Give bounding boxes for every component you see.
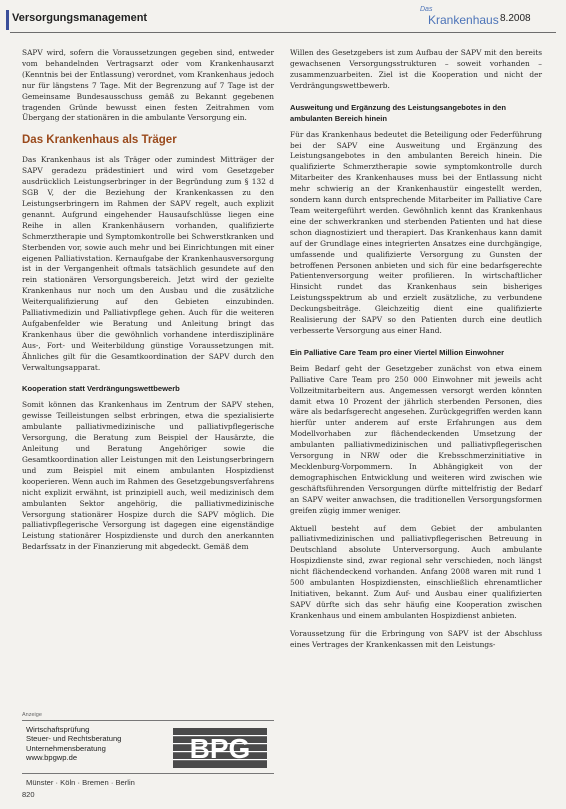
paragraph: Für das Krankenhaus bedeutet die Beteiligung oder Federführung bei der SAPV eine Ausweitung und Ergänzung des Leistungsangebotes in den ambulanten Bereich hinein. Die qualifizierte Schmerztherapie sowie symptomkontrolle durch Mitarbeiter des Krankenhauses muss bei der Entlassung nicht mehr schwierig an der Krankenhaustür eingestellt werden, sondern kann durch entsprechende Mitarbeiter im Palliative Care Team weitergeführt werden. Gewöhnlich kennt das Krankenhaus eine der schwerkranken und sterbenden Patienten und hat diese schon diagnostiziert und therapiert. Das Krankenhaus kann damit auf der Grundlage eines integrierten Ansatzes eine durchgängige, umfassende und qualifizierte Versorgung zu Gunsten der betroffenen Personen anbieten und sich für eine bedarfsgerechte Patientenversorgung weiter profilieren. In wirtschaftlicher Hinsicht rundet das Krankenhaus sein bisheriges Leistungsspektrum ab und erzielt zusätzliche, zu verbundene Deckungsbeiträge. Gleichzeitig dient eine qualifizierte Realisierung der SAPV so den Patienten durch eine deutlich verbesserte Versorgung aus einer Hand. <box>290 129 542 335</box>
paragraph: Somit können das Krankenhaus im Zentrum der SAPV stehen, gewisse Teilleistungen selbst erbringen, etwa die spezialisierte ambulante palliativmedizinische und palliativpflegerische Versorgung, die Beratung zum Beispiel der Hausärzte, die Anleitung und Beratung Angehöriger sowie die Gesamtkoordination aller Leistungen mit den Leistungserbringern und zum Beispiel mit einem ambulanten Hospizdienst kooperieren. Wenn auch im Rahmen des Gesetzgebungsverfahrens nicht explizit erwähnt, ist prinzipiell auch, weil medizinisch dem ambulanten Sektor angehörig, die palliativmedizinische Versorgung stationärer Hospize durch die SAPV möglich. Die palliativpflegerische Versorgung ist dagegen eine eigenständige Leistung stationärer Hospizdienste und durch den anerkannten Bedarfssatz in der Finanzierung mit abgedeckt. Gemäß dem <box>22 400 274 552</box>
logo-text: BPG <box>189 733 251 764</box>
section-accent-bar <box>6 10 9 30</box>
ad-cities: Münster · Köln · Bremen · Berlin <box>26 778 135 787</box>
page-header <box>0 0 566 34</box>
section-heading: Das Krankenhaus als Träger <box>22 134 177 147</box>
bpg-logo <box>172 727 268 769</box>
magazine-name: Krankenhaus <box>428 13 499 27</box>
ad-label: Anzeige <box>22 712 42 718</box>
issue-number: 8.2008 <box>500 13 531 24</box>
page-number: 820 <box>22 790 35 799</box>
ad-line: Unternehmensberatung <box>26 743 106 753</box>
paragraph: Beim Bedarf geht der Gesetzgeber zunächst von etwa einem Palliative Care Team pro 250 000 Einwohner mit jeweils acht Vollzeitmitarbeitern aus. Angemessen versorgt werden könnten damit etwa 10 Prozent der jährlich sterbenden Personen, dies wäre als bedarfsgerecht angesehen. Zurückgegriffen werden kann hierfür unter anderem auf erste Erfahrungen aus dem Modellvorhaben zur flächendeckenden Umsetzung der ambulanten palliativmedizinischen und palliativpflegerischen Versorgung in NRW oder die Krebsschmerzinitiative in Mecklenburg-Vorpommern. In Abhängigkeit von der demographischen Entwicklung und weiteren wird zwischen wie geschäftsführenden Versorgungen dürfte mittelfristig der Bedarf an SAPV weiter anwachsen, die traditionellen Versorgungsformen greifen zügig immer weniger. <box>290 363 542 515</box>
right-column <box>290 48 542 658</box>
ad-website: www.bpgwp.de <box>26 753 78 763</box>
magazine-prefix: Das <box>420 6 433 13</box>
subheading: Kooperation statt Verdrängungswettbewerb <box>22 384 180 394</box>
subheading: Ausweitung und Ergänzung des Leistungsangebotes in den ambulanten Bereich hinein <box>290 102 507 123</box>
ad-line: Steuer- und Rechtsberatung <box>26 734 122 744</box>
ad-line: Wirtschaftsprüfung <box>26 725 90 734</box>
advertisement <box>22 720 274 774</box>
header-divider <box>10 32 556 33</box>
left-column <box>22 48 274 560</box>
paragraph: Das Krankenhaus ist als Träger oder zumindest Mitträger der SAPV geradezu prädestiniert und wird vom Gesetzgeber ausdrücklich Leistungserbringer in der Begründung zum § 132 d SGB V, der die Beziehung der Krankenkassen zu den Leistungserbringern im Rahmen der SAPV regelt, auch explizit genannt. Aufgrund eingehender Hausaufschlüsse liegen eine Reihe in allen Krankenhäusern vorhanden, qualifizierte Schmerztherapie und Symptomkontrolle bei Schwerstkranken und Sterbenden vor, sowie auch mehr und bei Einrichtungen mit einer eigenen Palliativstation. Kernaufgabe der Krankenhausversorgung ist in der Vergangenheit oftmals tatsächlich gesundete auf den rein stationären Versorgungsbereich. Jetzt wird der gezielte Krankenhaus nur noch um den Ausbau und die zusätzliche Weiterqualifizierung auf den Gebieten einzubinden. Palliativmedizin und Palliativpflege gehen. Auch für die weiteren Aufgabenfelder wie Beratung und Anleitung bringt das Krankenhaus über die gewöhnlich vorhandene interdisziplinäre Aus-, Fort- und Weiterbildung günstige Voraussetzungen mit. Ähnliches gilt für die Gesamtkoordination der SAPV durch den Verwaltungsapparat. <box>22 155 274 372</box>
paragraph: SAPV wird, sofern die Voraussetzungen gegeben sind, entweder vom behandelnden Vertragsarzt oder vom Krankenhausarzt (Kenntnis bei der Entlassung) verordnet, vom Krankenhaus jedoch nur für längstens 7 Tage. Mit der Begrenzung auf 7 Tage ist der Gemeinsame Bundesausschuss gemäß zu Bekannt gegebenen tragenden Gründe bewusst einen festen Zeitrahmen vom Übergang der stationären in die ambulante Versorgung ein. <box>22 48 274 123</box>
ad-text <box>26 725 121 763</box>
paragraph: Willen des Gesetzgebers ist zum Aufbau der SAPV mit den bereits gewachsenen Versorgungsstrukturen – soweit vorhanden – zusammenzuarbeiten. Ziel ist die Kooperation und nicht der Verdrängungswettbewerb. <box>290 48 542 90</box>
paragraph: Voraussetzung für die Erbringung von SAPV ist der Abschluss eines Vertrages der Krankenkassen mit den Leistungs- <box>290 628 542 649</box>
section-title: Versorgungsmanagement <box>12 12 148 24</box>
paragraph: Aktuell besteht auf dem Gebiet der ambulanten palliativmedizinischen und palliativpflegerischen Betreuung in Deutschland absolute Unterversorgung. Auch ambulante Hospizdienste sind, zwar regional sehr verschieden, noch längst nicht flächendeckend vorhanden. Anfang 2008 waren mit rund 1 500 ambulanten Hospizdiensten, einschließlich ehrenamtlicher Initiativen, bekannt. Zum Auf- und Ausbau einer qualifizierten SAPV dürfte sich das sehr häufig eine Kooperation zwischen Krankenhaus und einem ambulanten Hospizdienst anbieten. <box>290 523 542 620</box>
subheading: Ein Palliative Care Team pro einer Viertel Million Einwohner <box>290 347 505 357</box>
